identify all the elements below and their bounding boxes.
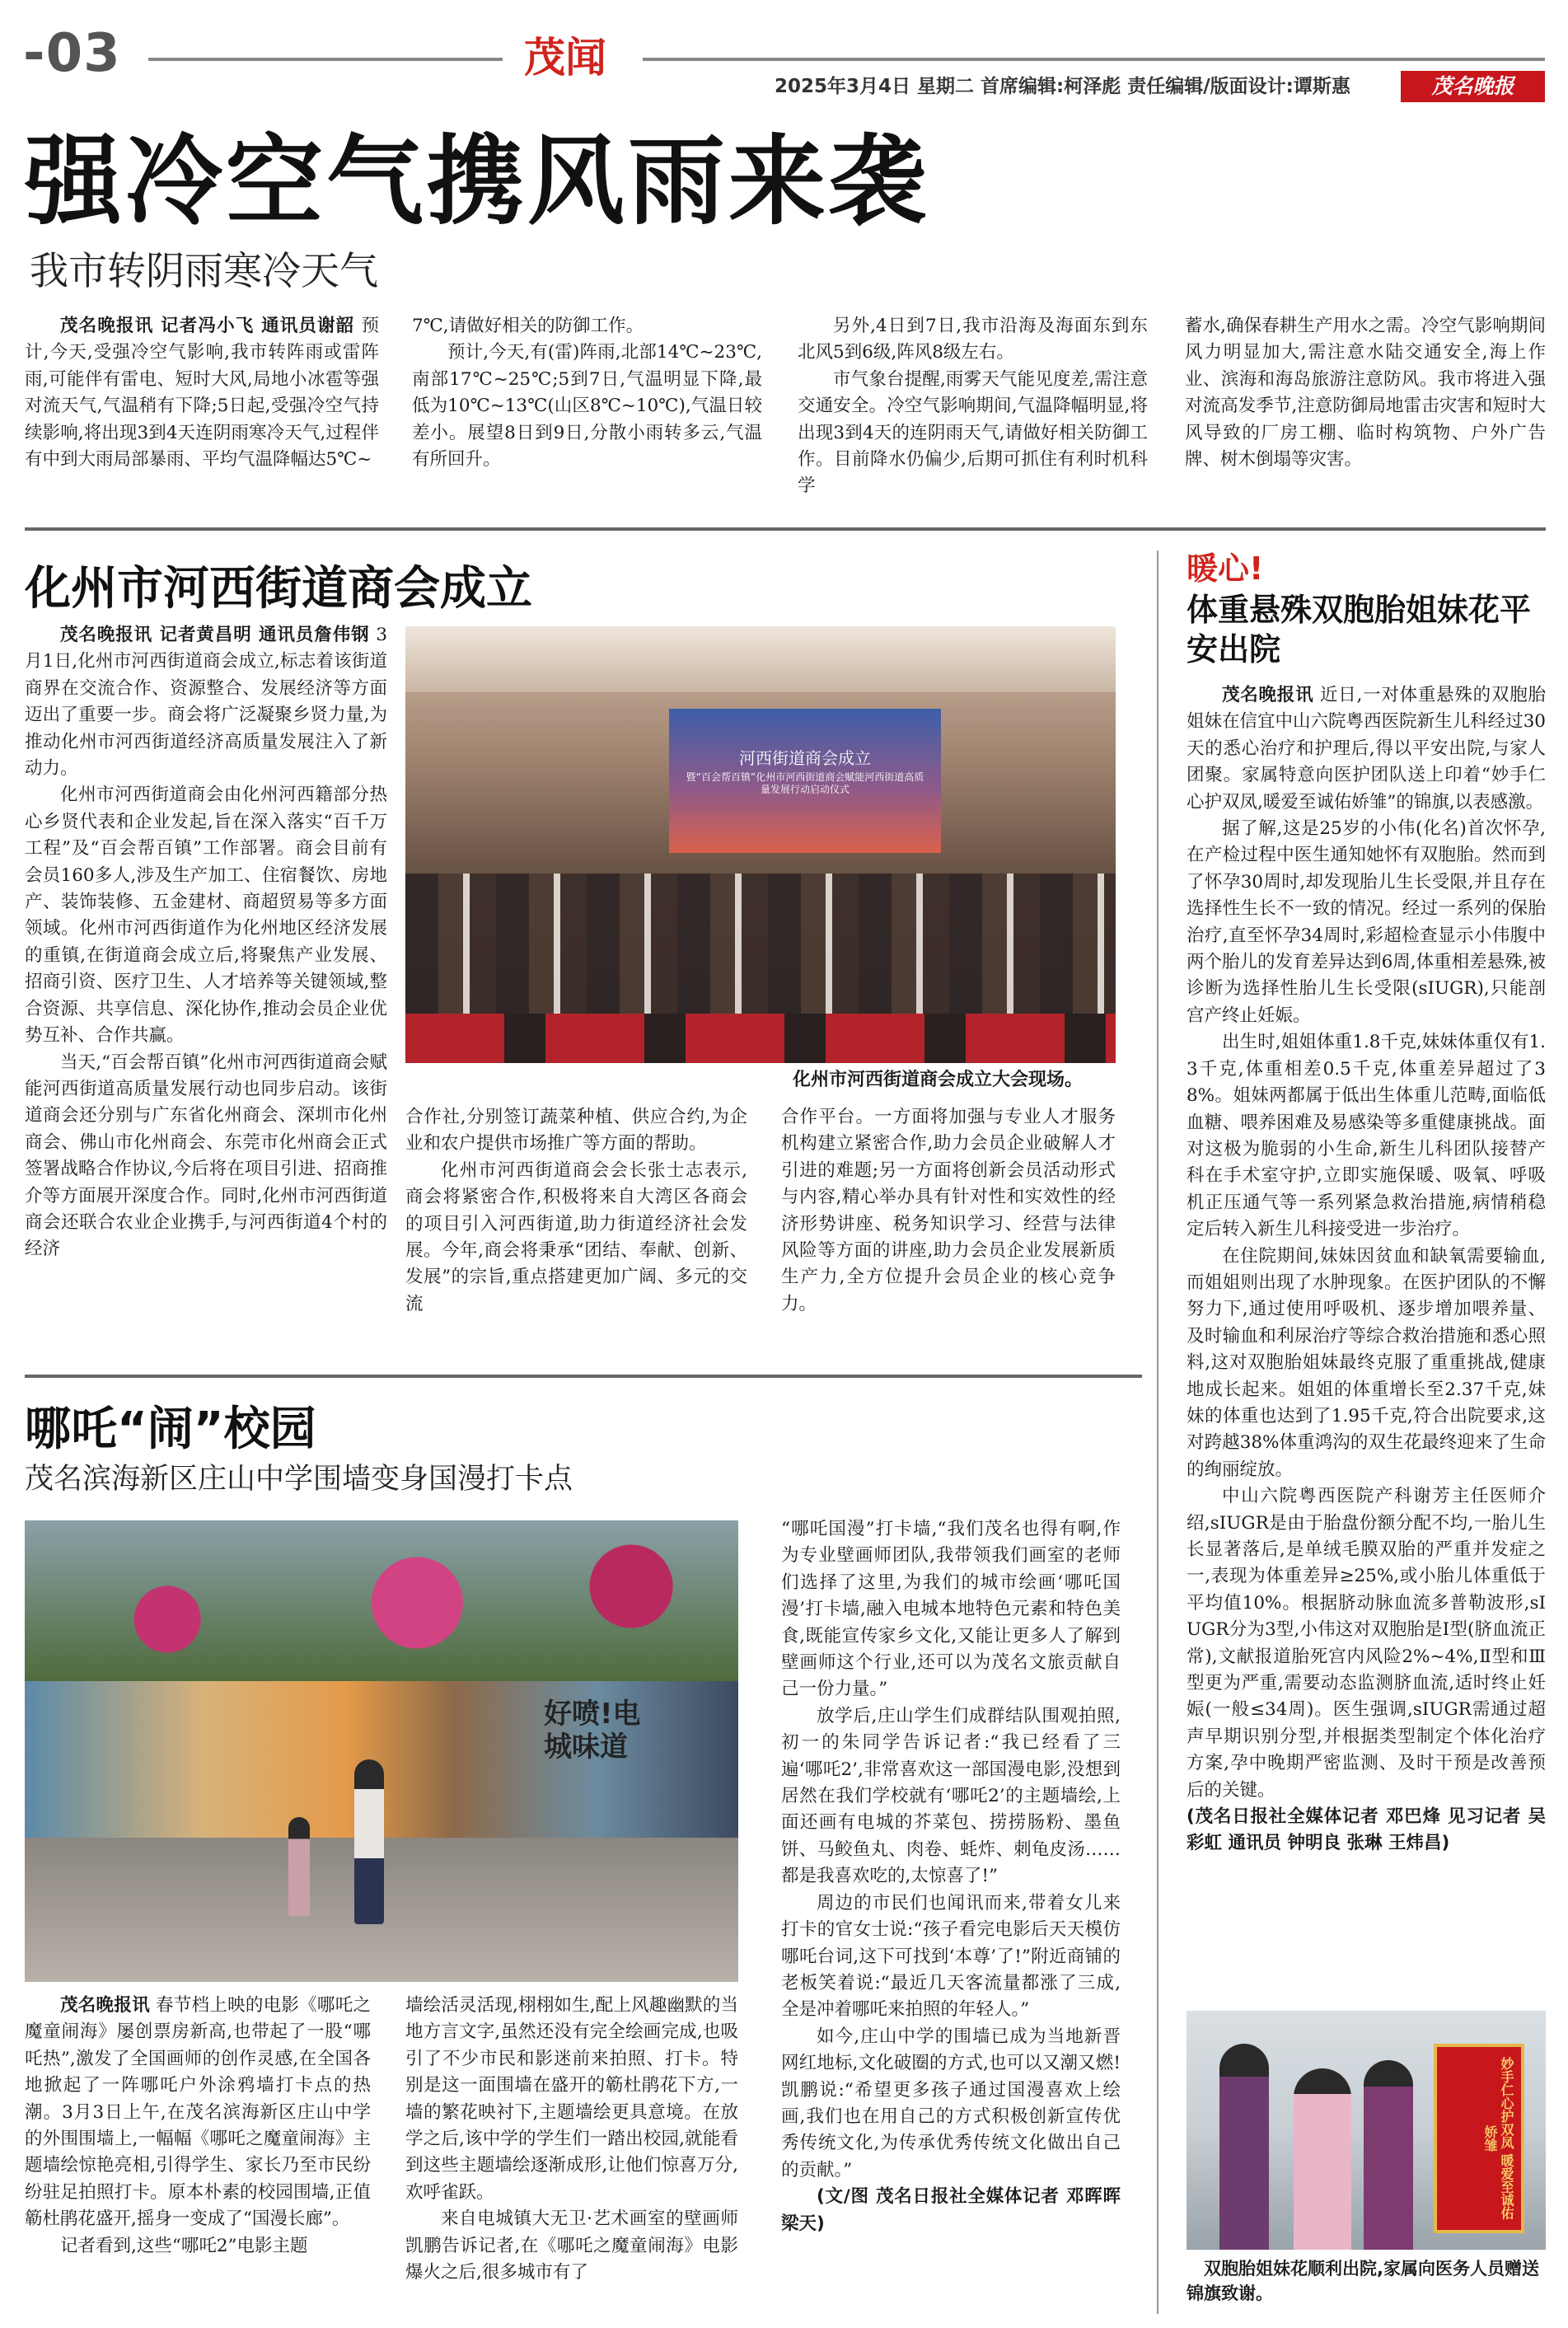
- child-figure: [288, 1817, 310, 1916]
- weather-col-3: 另外,4日到7日,我市沿海及海面东到东北风5到6级,阵风8级左右。 市气象台提醒,雨雾天气能见度差,需注意交通安全。冷空气影响期间,气温降幅明显,将出现3到4天的连阴雨天气,请做好相关防御工作。目前降水仍偏少,后期可抓住有利时机科学: [798, 316, 1148, 497]
- chamber-col-3: 合作平台。一方面将加强与专业人才服务机构建立紧密合作,助力会员企业破解人才引进的难题;另一方面将创新会员活动形式与内容,精心举办具有针对性和实效性的经济形势讲座、税务知识学习、经营与法律风险等方面的讲座,助力会员企业发展新质生产力,全方位提升会员企业的核心竞争力。: [781, 1107, 1116, 1314]
- weather-headline: 强冷空气携风雨来袭: [25, 124, 930, 238]
- banquet-red-cloths: [405, 1014, 1116, 1063]
- hospital-photo-caption: 双胞胎姐妹花顺利出院,家属向医务人员赠送锦旗致谢。: [1187, 2259, 1539, 2303]
- family-figure: [1364, 2060, 1413, 2250]
- masthead-rule-left: [148, 58, 503, 61]
- stage-screen-text: 暨“百会帮百镇”化州市河西街道商会赋能河西街道高质量发展行动启动仪式: [686, 771, 924, 795]
- twins-credit: (茂名日报社全媒体记者 邓巴烽 见习记者 吴彩虹 通讯员 钟明良 张琳 王炜昌): [1187, 1806, 1546, 1854]
- hospital-photo: [1187, 2011, 1546, 2250]
- nezha-col-2: 墙绘活灵活现,栩栩如生,配上风趣幽默的当地方言文字,虽然还没有完全绘画完成,也吸引了不少市民和影迷前来拍照、打卡。特别是这一面围墙在盛开的簕杜鹃花下方,一墙的繁花映衬下,主题墙绘更具意境。在放学之后,该中学的学生们一踏出校园,就能看到这些主题墙绘逐渐成形,让他们惊喜万分,欢呼雀跃。 来自电城镇大无卫·艺术画室的壁画师凯鹏告诉记者,在《哪吒之魔童闹海》电影爆火之后,很多城市有了: [405, 1995, 738, 2284]
- right-column-divider: [1157, 550, 1158, 2314]
- weather-subhead: 我市转阴雨寒冷天气: [30, 249, 378, 294]
- stage-screen: [669, 709, 941, 853]
- chamber-col-1: 茂名晚报讯 记者黄昌明 通讯员詹伟钢 3月1日,化州市河西街道商会成立,标志着该街道商界在交流合作、资源整合、发展经济等方面迈出了重要一步。商会将广泛凝聚乡贤力量,为推动化州市河西街道经济高质量发展注入了新动力。 化州市河西街道商会由化州河西籍部分热心乡贤代表和企业发起,旨在深入落实“百千万工程”及“百会帮百镇”工作部署。商会目前有会员160多人,涉及生产加工、住宿餐饮、房地产、装饰装修、五金建材、商超贸易等多方面领域。化州市河西街道作为化州地区经济发展的重镇,在街道商会成立后,将聚焦产业发展、招商引资、医疗卫生、人才培养等关键领域,整合资源、共享信息、深化协作,推动会员企业优势互补、合作共赢。 当天,“百会帮百镇”化州市河西街道商会赋能河西街道高质量发展行动也同步启动。该街道商会还分别与广东省化州商会、深圳市化州商会、佛山市化州商会、东莞市化州商会正式签署战略合作协议,今后将在项目引进、招商推介等方面展开深度合作。同时,化州市河西街道商会还联合农业企业携手,与河西街道4个村的经济: [25, 625, 387, 1260]
- stage-screen-title: 河西街道商会成立: [739, 748, 871, 768]
- weather-col-4: 蓄水,确保春耕生产用水之需。冷空气影响期间风力明显加大,需注意水陆交通安全,海上作业、滨海和海岛旅游注意防风。我市将进入强对流高发季节,注意防御局地雷击灾害和短时大风导致的厂房工棚、临时构筑物、户外广告牌、树木倒塌等灾害。: [1185, 316, 1546, 471]
- chamber-headline: 化州市河西街道商会成立: [25, 562, 532, 616]
- chamber-bottom-rule: [25, 1375, 1142, 1378]
- date-line: 2025年3月4日 星期二 首席编辑:柯泽彪 责任编辑/版面设计:谭斯惠: [775, 76, 1350, 97]
- nezha-col-1: 茂名晚报讯 春节档上映的电影《哪吒之魔童闹海》屡创票房新高,也带起了一股“哪吒热”,激发了全国画师的创作灵感,在全国各地掀起了一阵哪吒户外涂鸦墙打卡点的热潮。3月3日上午,在茂名滨海新区庄山中学的外围围墙上,一幅幅《哪吒之魔童闹海》主题墙绘惊艳亮相,引得学生、家长乃至市民纷纷驻足拍照打卡。原本朴素的校园围墙,正值簕杜鹃花盛开,摇身一变成了“国漫长廊”。 记者看到,这些“哪吒2”电影主题: [25, 1995, 371, 2256]
- doctor-figure: [1219, 2044, 1269, 2250]
- weather-lead: 茂名晚报讯 记者冯小飞 通讯员谢韶: [60, 316, 355, 336]
- chandelier: [405, 626, 1116, 692]
- banquet-photo-caption: 化州市河西街道商会成立大会现场。: [793, 1070, 1084, 1090]
- nezha-subhead: 茂名滨海新区庄山中学围墙变身国漫打卡点: [25, 1463, 573, 1496]
- banquet-photo: [405, 626, 1116, 1063]
- twins-kicker: 暖心!: [1187, 550, 1264, 587]
- mural-text: 好喷!电城味道: [544, 1698, 641, 1764]
- weather-col-2: 7℃,请做好相关的防御工作。 预计,今天,有(雷)阵雨,北部14℃~23℃,南部17℃~25℃;5到7日,气温明显下降,最低为10℃~13℃(山区8℃~10℃),气温日较差小。展望8日到9日,分散小雨转多云,气温有所回升。: [412, 316, 762, 471]
- silk-banner-text: 妙手仁心护双凤 暖爱至诚佑娇雏: [1482, 2057, 1514, 2220]
- weather-bottom-rule: [25, 527, 1546, 531]
- mural-photo: [25, 1520, 738, 1982]
- nezha-col-3: “哪吒国漫”打卡墙,“我们茂名也得有啊,作为专业壁画师团队,我带领我们画室的老师们选择了这里,为我们的城市绘画‘哪吒国漫’打卡墙,融入电城本地特色元素和特色美食,既能宣传家乡文化,又能让更多人了解到壁画师这个行业,还可以为茂名文旅贡献自己一份力量。” 放学后,庄山学生们成群结队围观拍照,初一的朱同学告诉记者:“我已经看了三遍‘哪吒2’,非常喜欢这一部国漫电影,没想到居然在我们学校就有‘哪吒2’的主题墙绘,上面还画有电城的芥菜包、捞捞肠粉、墨鱼饼、马鲛鱼丸、肉卷、蚝炸、刺龟皮汤……都是我喜欢吃的,太惊喜了!” 周边的市民们也闻讯而来,带着女儿来打卡的官女士说:“孩子看完电影后天天模仿哪吒台词,这下可找到‘本尊’了!”附近商铺的老板笑着说:“最近几天客流量都涨了三成,全是冲着哪吒来拍照的年轻人。” 如今,庄山中学的围墙已成为当地新晋网红地标,文化破圈的方式,也可以又潮又燃!凯鹏说:“希望更多孩子通过国漫喜欢上绘画,我们也在用自己的方式积极创新宣传优秀传统文化,为传承优秀传统文化做出自己的贡献。” (文/图 茂名日报社全媒体记者 邓晖晖 梁天): [781, 1516, 1121, 2237]
- silk-banner: [1434, 2044, 1524, 2233]
- section-badge: 茂闻: [524, 34, 606, 82]
- nurse-figure: [1294, 2068, 1351, 2250]
- twins-body: 茂名晚报讯 近日,一对体重悬殊的双胞胎姐妹在信宜中山六院粤西医院新生儿科经过30天的悉心治疗和护理后,得以平安出院,与家人团聚。家属特意向医护团队送上印着“妙手仁心护双凤,暖爱至诚佑娇雏”的锦旗,以表感激。 据了解,这是25岁的小伟(化名)首次怀孕,在产检过程中医生通知她怀有双胞胎。然而到了怀孕30周时,却发现胎儿生长受限,并且存在选择性生长不一致的情况。经过一系列的保胎治疗,直至怀孕34周时,彩超检查显示小伟腹中两个胎儿的发育差异达到6周,体重相差悬殊,被诊断为选择性胎儿生长受限(sIUGR),只能剖宫产终止妊娠。 出生时,姐姐体重1.8千克,妹妹体重仅有1.3千克,体重相差0.5千克,体重差异超过了38%。姐妹两都属于低出生体重儿范畴,面临低血糖、喂养困难及易感染等多重健康挑战。面对这极为脆弱的小生命,新生儿科团队接替产科在手术室守护,立即实施保暖、吸氧、呼吸机正压通气等一系列紧急救治措施,病情稍稳定后转入新生儿科接受进一步治疗。 在住院期间,妹妹因贫血和缺氧需要输血,而姐姐则出现了水肿现象。在医护团队的不懈努力下,通过使用呼吸机、逐步增加喂养量、及时输血和利尿治疗等综合救治措施和悉心照料,这对双胞胎姐妹最终克服了重重挑战,健康地成长起来。姐姐的体重增长至2.37千克,妹妹的体重也达到了1.95千克,符合出院要求,这对跨越38%体重鸿沟的双生花最终迎来了生命的绚丽绽放。 中山六院粤西医院产科谢芳主任医师介绍,sIUGR是由于胎盘份额分配不均,一胎儿生长显著落后,是单绒毛膜双胎的严重并发症之一,表现为体重差异≥25%,或小胎儿体重低于平均值10%。根据脐动脉血流多普勒波形,sIUGR分为3型,小伟这对双胞胎是Ⅰ型(脐血流正常),文献报道胎死宫内风险2%~4%,Ⅱ型和Ⅲ型更为严重,需要动态监测脐血流,适时终止妊娠(一般≤34周)。医生强调,sIUGR需通过超声早期识别分型,并根据类型制定个体化治疗方案,孕中晚期严密监测、及时干预是改善预后的关键。 (茂名日报社全媒体记者 邓巴烽 见习记者 吴彩虹 通讯员 钟明良 张琳 王炜昌): [1187, 682, 1546, 1857]
- chamber-col-2: 合作社,分别签订蔬菜种植、供应合约,为企业和农户提供市场推广等方面的帮助。 化州市河西街道商会会长张士志表示,商会将紧密合作,积极将来自大湾区各商会的项目引入河西街道,助力街道经济社会发展。今年,商会将秉承“团结、奉献、创新、发展”的宗旨,重点搭建更加广阔、多元的交流: [405, 1107, 747, 1314]
- twins-headline: 体重悬殊双胞胎姐妹花平安出院: [1187, 592, 1532, 667]
- weather-col-1: 茂名晚报讯 记者冯小飞 通讯员谢韶 预计,今天,受强冷空气影响,我市转阵雨或雷阵雨,可能伴有雷电、短时大风,局地小冰雹等强对流天气,气温稍有下降;5日起,受强冷空气持续影响,将出现3到4天连阴雨寒冷天气,过程伴有中到大雨局部暴雨、平均气温降幅达5℃~: [25, 316, 379, 471]
- page-number: -03: [23, 23, 121, 84]
- masthead-rule-right: [643, 58, 1545, 61]
- nezha-credit: (文/图 茂名日报社全媒体记者 邓晖晖 梁天): [781, 2186, 1121, 2234]
- bougainvillea-bush: [25, 1520, 738, 1685]
- paper-logo: 茂名晚报: [1401, 71, 1545, 102]
- visitor-figure: [354, 1759, 384, 1924]
- nezha-headline: 哪吒“闹”校园: [25, 1403, 316, 1456]
